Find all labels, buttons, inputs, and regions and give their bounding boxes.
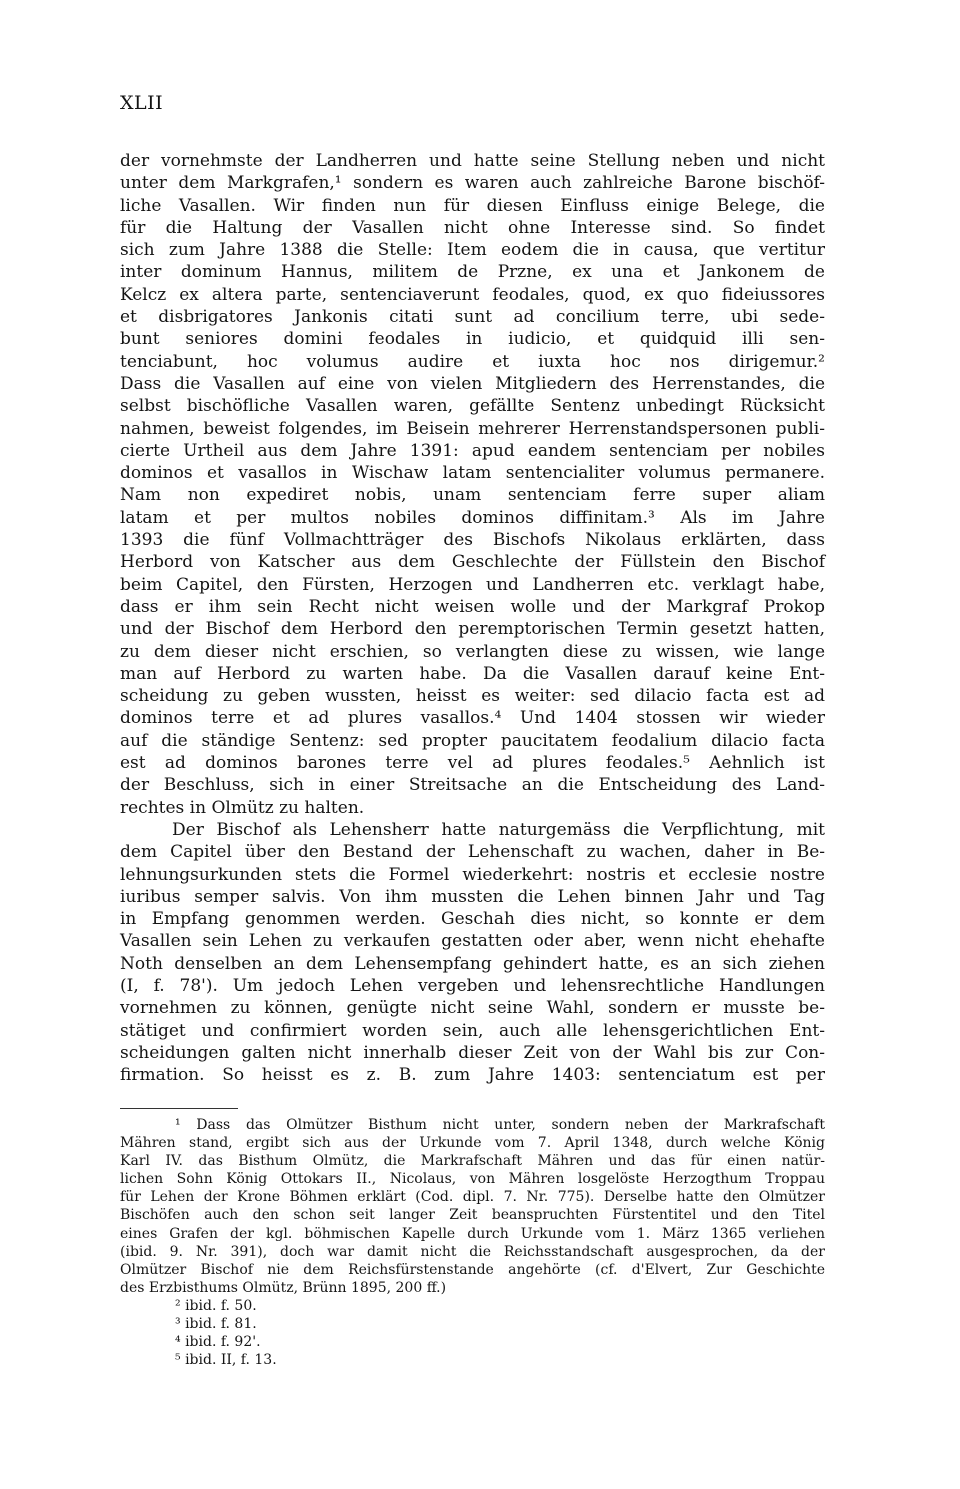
footnote-divider xyxy=(120,1108,238,1109)
main-text xyxy=(120,150,825,1086)
text-line: Kelcz ex altera parte, sentenciaverunt feodales, quod, ex quo fideiussores xyxy=(120,284,825,305)
footnote-line: lichen Sohn König Ottokars II., Nicolaus, von Mähren losgelöste Herzogthum Troppau xyxy=(120,1171,825,1188)
footnote-line: (ibid. 9. Nr. 391), doch war damit nicht die Reichsstandschaft ausgesprochen, da der xyxy=(120,1243,825,1260)
text-line: sich zum Jahre 1388 die Stelle: Item eodem die in causa, que vertitur xyxy=(120,240,825,261)
text-line: nahmen, beweist folgendes, im Beisein mehrerer Herrenstandspersonen publi- xyxy=(120,418,825,439)
text-line: zu dem dieser nicht erschien, so verlangten diese zu wissen, wie lange xyxy=(120,641,825,662)
page-number: XLII xyxy=(120,92,164,114)
text-line: et disbrigatores Jankonis citati sunt ad concilium terre, ubi sede- xyxy=(120,307,825,328)
text-line: liche Vasallen. Wir finden nun für diesen Einfluss einige Belege, die xyxy=(120,195,825,216)
text-line: scheidung zu geben wussten, heisst es weiter: sed dilacio facta est ad xyxy=(120,686,825,707)
text-line: Der Bischof als Lehensherr hatte naturgemäss die Verpflichtung, mit xyxy=(172,819,825,840)
text-line: dominos et vasallos in Wischaw latam sentencialiter volumus permanere. xyxy=(120,463,825,484)
text-line: rechtes in Olmütz zu halten. xyxy=(120,797,365,818)
text-line: est ad dominos barones terre vel ad plures feodales.⁵ Aehnlich ist xyxy=(120,753,825,774)
text-line: dem Capitel über den Bestand der Lehenschaft zu wachen, daher in Be- xyxy=(120,842,825,863)
text-line: dominos terre et ad plures vasallos.⁴ Und 1404 stossen wir wieder xyxy=(120,708,825,729)
footnote-3: ³ ibid. f. 81. xyxy=(175,1316,257,1333)
text-line: stätiget und confirmiert worden sein, auch alle lehensgerichtlichen Ent- xyxy=(120,1020,825,1041)
text-line: selbst bischöfliche Vasallen waren, gefällte Sentenz unbedingt Rücksicht xyxy=(120,396,825,417)
text-line: dass er ihm sein Recht nicht weisen wolle und der Markgraf Prokop xyxy=(120,596,825,617)
text-line: in Empfang genommen werden. Geschah dies nicht, so konnte er dem xyxy=(120,909,825,930)
footnote-line: Mähren stand, ergibt sich aus der Urkunde vom 7. April 1348, durch welche König xyxy=(120,1135,825,1152)
text-line: scheidungen galten nicht innerhalb dieser Zeit von der Wahl bis zur Con- xyxy=(120,1042,825,1063)
text-line: man auf Herbord zu warten habe. Da die Vasallen darauf keine Ent- xyxy=(120,663,825,684)
text-line: Nam non expediret nobis, unam sentenciam ferre super aliam xyxy=(120,485,825,506)
text-line: der vornehmste der Landherren und hatte seine Stellung neben und nicht xyxy=(120,151,825,171)
text-line: unter dem Markgrafen,¹ sondern es waren auch zahlreiche Barone bischöf- xyxy=(120,173,825,194)
text-line: tenciabunt, hoc volumus audire et iuxta hoc nos dirigemur.² xyxy=(120,351,825,372)
text-line: beim Capitel, den Fürsten, Herzogen und Landherren etc. verklagt habe, xyxy=(120,574,825,595)
footnote-line: des Erzbisthums Olmütz, Brünn 1895, 200 ff.) xyxy=(120,1279,447,1296)
text-line: iuribus semper salvis. Von ihm mussten die Lehen binnen Jahr und Tag xyxy=(120,886,825,907)
footnote-4: ⁴ ibid. f. 92'. xyxy=(175,1334,261,1351)
footnotes xyxy=(120,1116,825,1369)
footnote-line: für Lehen der Krone Böhmen erklärt (Cod. dipl. 7. Nr. 775). Derselbe hatte den Olmützer xyxy=(120,1189,825,1206)
text-line: latam et per multos nobiles dominos diffinitam.³ Als im Jahre xyxy=(120,507,825,528)
text-line: 1393 die fünf Vollmachtträger des Bischofs Nikolaus erklärten, dass xyxy=(120,530,825,551)
text-line: (I, f. 78'). Um jedoch Lehen vergeben und lehensrechtliche Handlungen xyxy=(120,975,825,996)
footnote-line: ¹ Dass das Olmützer Bisthum nicht unter, sondern neben der Markrafschaft xyxy=(175,1117,825,1133)
text-line: auf die ständige Sentenz: sed propter paucitatem feodalium dilacio facta xyxy=(120,730,825,751)
text-line: Noth denselben an dem Lehensempfang gehindert hatte, es an sich ziehen xyxy=(120,953,825,974)
text-line: cierte Urtheil aus dem Jahre 1391: apud eandem sentenciam per nobiles xyxy=(120,440,825,461)
text-line: Herbord von Katscher aus dem Geschlechte der Füllstein den Bischof xyxy=(120,552,825,573)
text-line: inter dominum Hannus, militem de Przne, ex una et Jankonem de xyxy=(120,262,825,283)
footnote-line: Olmützer Bischof nie dem Reichsfürstenstande angehörte (cf. d'Elvert, Zur Geschichte xyxy=(120,1261,825,1278)
text-line: firmation. So heisst es z. B. zum Jahre 1403: sentenciatum est per xyxy=(120,1065,825,1086)
text-line: der Beschluss, sich in einer Streitsache an die Entscheidung des Land- xyxy=(120,775,825,796)
footnote-line: Karl IV. das Bisthum Olmütz, die Markrafschaft Mähren und das für einen natür- xyxy=(120,1153,825,1170)
text-line: und der Bischof dem Herbord den peremptorischen Termin gesetzt hatten, xyxy=(120,619,825,640)
footnote-2: ² ibid. f. 50. xyxy=(175,1297,257,1314)
footnote-5: ⁵ ibid. II, f. 13. xyxy=(175,1352,277,1369)
text-line: für die Haltung der Vasallen nicht ohne Interesse sind. So findet xyxy=(120,217,825,238)
text-line: lehnungsurkunden stets die Formel wiederkehrt: nostris et ecclesie nostre xyxy=(120,864,825,885)
text-line: vornehmen zu können, genügte nicht seine Wahl, sondern er musste be- xyxy=(120,998,825,1019)
text-line: bunt seniores domini feodales in iudicio, et quidquid illi sen- xyxy=(120,329,825,350)
footnote-line: eines Grafen der kgl. böhmischen Kapelle durch Urkunde vom 1. März 1365 verliehen xyxy=(120,1225,825,1242)
text-line: Vasallen sein Lehen zu verkaufen gestatten oder aber, wenn nicht ehehafte xyxy=(120,931,825,952)
text-line: Dass die Vasallen auf eine von vielen Mitgliedern des Herrenstandes, die xyxy=(120,373,825,394)
footnote-line: Bischöfen auch den schon seit langer Zeit beanspruchten Fürstentitel und den Titel xyxy=(120,1207,825,1224)
